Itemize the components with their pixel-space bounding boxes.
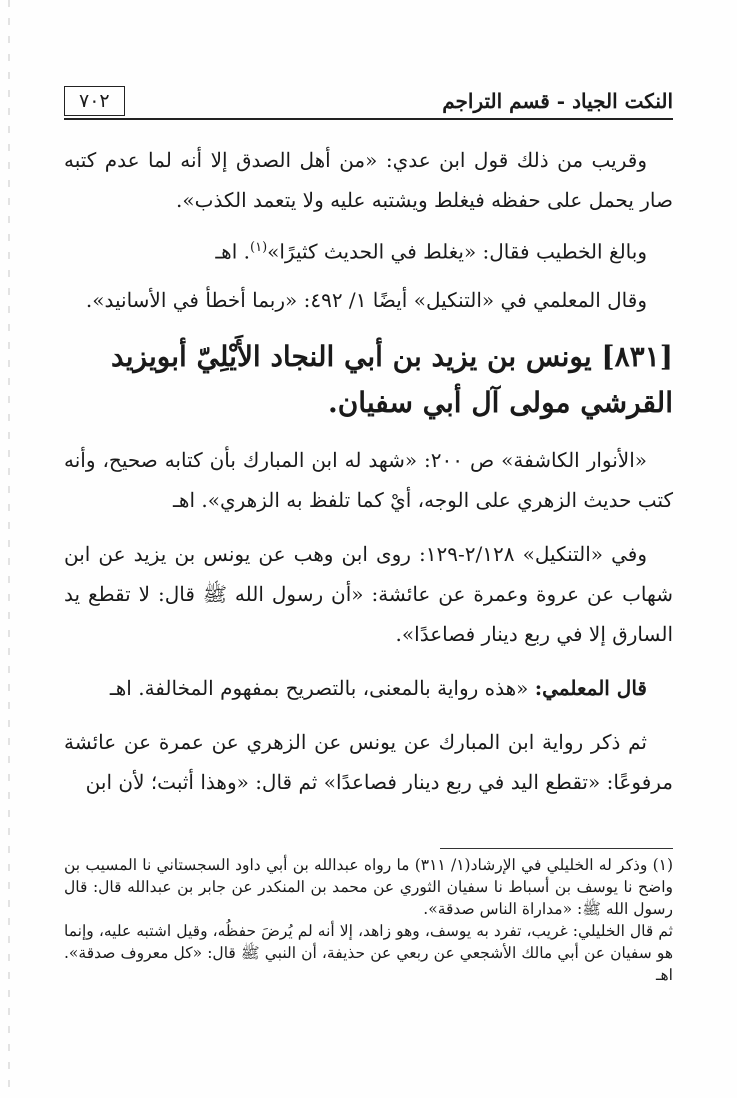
footnote-rule bbox=[440, 848, 673, 849]
muallimi-label: قال المعلمي: bbox=[534, 675, 647, 700]
scan-edge-marks bbox=[8, 0, 10, 1098]
footnote-1: (١) وذكر له الخليلي في الإرشاد(١/ ٣١١) ما رواه عبدالله بن أبي داود السجستاني نا المسيب بن واضح نا يوسف بن أسباط نا سفيان الثوري عن محمد بن المنكدر عن جابر بن عبدالله قال: قال رسول الله ﷺ: «مداراة الناس صدقة». bbox=[64, 856, 674, 918]
footnotes bbox=[64, 854, 673, 986]
paragraph-khatib bbox=[64, 228, 673, 272]
paragraph-ibn-adi: وقريب من ذلك قول ابن عدي: «من أهل الصدق إلا أنه لما عدم كتبه صار يحمل على حفظه فيغلط ويشتبه عليه ولا يتعمد الكذب». bbox=[64, 148, 673, 212]
paragraph-muallimi-comment bbox=[64, 668, 673, 708]
muallimi-comment-text: «هذه رواية بالمعنى، بالتصريح بمفهوم المخالفة. اهـ bbox=[109, 675, 529, 700]
footnote-1-continued: ثم قال الخليلي: غريب، تفرد به يوسف، وهو زاهد، إلا أنه لم يُرضَ حفظُه، وقيل اشتبه عليه، وإنما هو سفيان عن أبي مالك الأشجعي عن ربعي عن حذيفة، أن النبي ﷺ قال: «كل معروف صدقة». اهـ bbox=[64, 922, 673, 984]
paragraph-tankil-hadith: وفي «التنكيل» ٢/١٢٨-١٢٩: روى ابن وهب عن يونس بن يزيد عن ابن شهاب عن عروة وعمرة عن عائشة: «أن رسول الله ﷺ قال: لا تقطع يد السارق إلا في ربع دينار فصاعدًا». bbox=[64, 541, 673, 646]
paragraph-muallimi-tankil: وقال المعلمي في «التنكيل» أيضًا ١/ ٤٩٢: «ربما أخطأ في الأسانيد». bbox=[85, 287, 647, 312]
khatib-end: . اهـ bbox=[215, 239, 250, 264]
header-rule bbox=[64, 118, 673, 120]
main-text bbox=[64, 140, 673, 802]
page-number: ٧٠٢ bbox=[64, 86, 125, 116]
paragraph-anwar-kashifa: «الأنوار الكاشفة» ص ٢٠٠: «شهد له ابن المبارك بأن كتابه صحيح، وأنه كتب حديث الزهري على الوجه، أيْ كما تلفظ به الزهري». اهـ bbox=[64, 447, 673, 512]
entry-heading: [٨٣١] يونس بن يزيد بن أبي النجاد الأَيْلِيّ أبويزيد القرشي مولى آل أبي سفيان. bbox=[111, 339, 673, 419]
khatib-quote: وبالغ الخطيب فقال: «يغلط في الحديث كثيرًا» bbox=[267, 239, 647, 264]
paragraph-ibn-mubarak: ثم ذكر رواية ابن المبارك عن يونس عن الزهري عن عمرة عن عائشة مرفوعًا: «تقطع اليد في ربع دينار فصاعدًا» ثم قال: «وهذا أثبت؛ لأن ابن bbox=[64, 729, 673, 794]
running-title: النكت الجياد - قسم التراجم bbox=[442, 89, 673, 113]
footnote-ref[interactable]: (١) bbox=[250, 240, 268, 255]
page-header bbox=[64, 78, 673, 118]
